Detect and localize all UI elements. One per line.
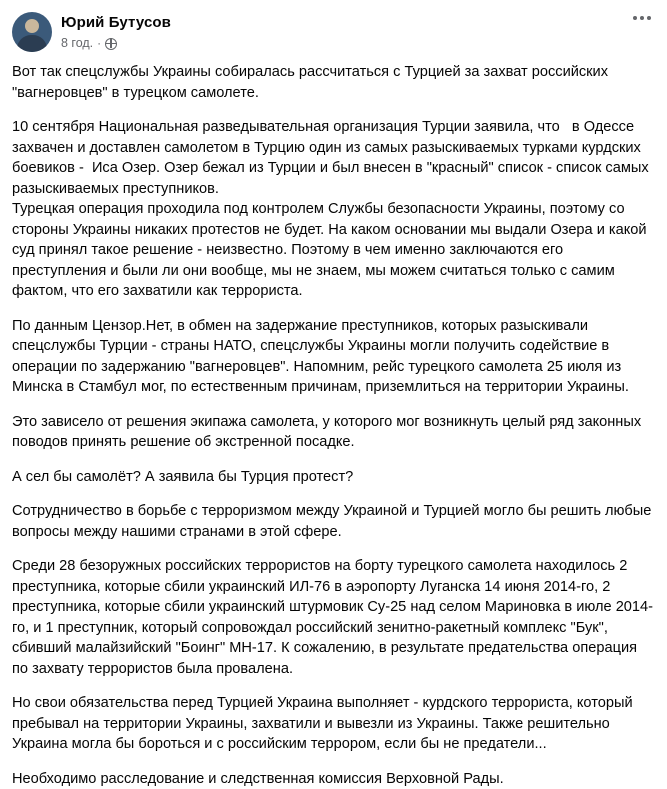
post-paragraph: 10 сентября Национальная разведывательная организация Турции заявила, что в Одессе захвачен и доставлен самолетом в Турцию один из самых разыскиваемых турками курдских боевиков - Иса Озер. Озер бежал из Турции и был внесен в "красный" список - список самых разыскиваемых преступников. <box>12 117 655 199</box>
post-timestamp[interactable]: 8 год. <box>61 35 93 52</box>
avatar-body <box>17 35 47 52</box>
post-meta <box>61 35 171 52</box>
post-paragraph: Сотрудничество в борьбе с терроризмом между Украиной и Турцией могло бы решить любые вопросы между нашими странами в этой сфере. <box>12 501 655 542</box>
meta-separator: · <box>97 35 101 52</box>
post-paragraph: Среди 28 безоружных российских террористов на борту турецкого самолета находилось 2 преступника, которые сбили украинский ИЛ-76 в аэропорту Луганска 14 июня 2014-го, 2 преступника, которые сбили украинский штурмовик Су-25 над селом Мариновка в июле 2014-го, и 1 преступник, который сопровождал российский зенитно-ракетный комплекс "Бук", сбивший малайзийский "Боинг" МН-17. К сожалению, в результате предательства операция по захвату террористов была провалена. <box>12 556 655 679</box>
post-paragraph: А сел бы самолёт? А заявила бы Турция протест? <box>12 467 655 488</box>
post-paragraph: Это зависело от решения экипажа самолета, у которого мог возникнуть целый ряд законных поводов принять решение об экстренной посадке. <box>12 412 655 453</box>
post-paragraph: Турецкая операция проходила под контролем Службы безопасности Украины, поэтому со стороны Украины никаких протестов не будет. На каком основании мы выдали Озера и какой суд принял такое решение - неизвестно. Поэтому в чем именно заключаются его преступления и были ли они вообще, мы не знаем, мы можем считаться только с самим фактом, что его захватили как террориста. <box>12 199 655 302</box>
post-paragraph: Но свои обязательства перед Турцией Украина выполняет - курдского террориста, который пребывал на территории Украины, захватили и вывезли из Украины. Также решительно Украина могла бы бороться и с российским террором, если бы не предатели... <box>12 693 655 755</box>
avatar[interactable] <box>12 12 52 52</box>
dot-icon <box>647 16 651 20</box>
post-header <box>0 0 667 56</box>
post-options-button[interactable] <box>633 16 651 20</box>
post-paragraph: Вот так спецслужбы Украины собиралась рассчитаться с Турцией за захват российских "вагнеровцев" в турецком самолете. <box>12 62 655 103</box>
dot-icon <box>640 16 644 20</box>
post-paragraph: По данным Цензор.Нет, в обмен на задержание преступников, которых разыскивали спецслужбы Турции - страны НАТО, спецслужбы Украины могли получить содействие в операции по задержанию "вагнеровцев". Напомним, рейс турецкого самолета 25 июля из Минска в Стамбул мог, по естественным причинам, приземлиться на территории Украины. <box>12 316 655 398</box>
post-paragraph: Необходимо расследование и следственная комиссия Верховной Рады. <box>12 769 655 789</box>
avatar-head <box>25 19 39 33</box>
post-author-name[interactable]: Юрий Бутусов <box>61 13 171 32</box>
post-body <box>0 56 667 789</box>
post-header-text <box>61 12 171 52</box>
dot-icon <box>633 16 637 20</box>
globe-icon <box>105 38 117 50</box>
